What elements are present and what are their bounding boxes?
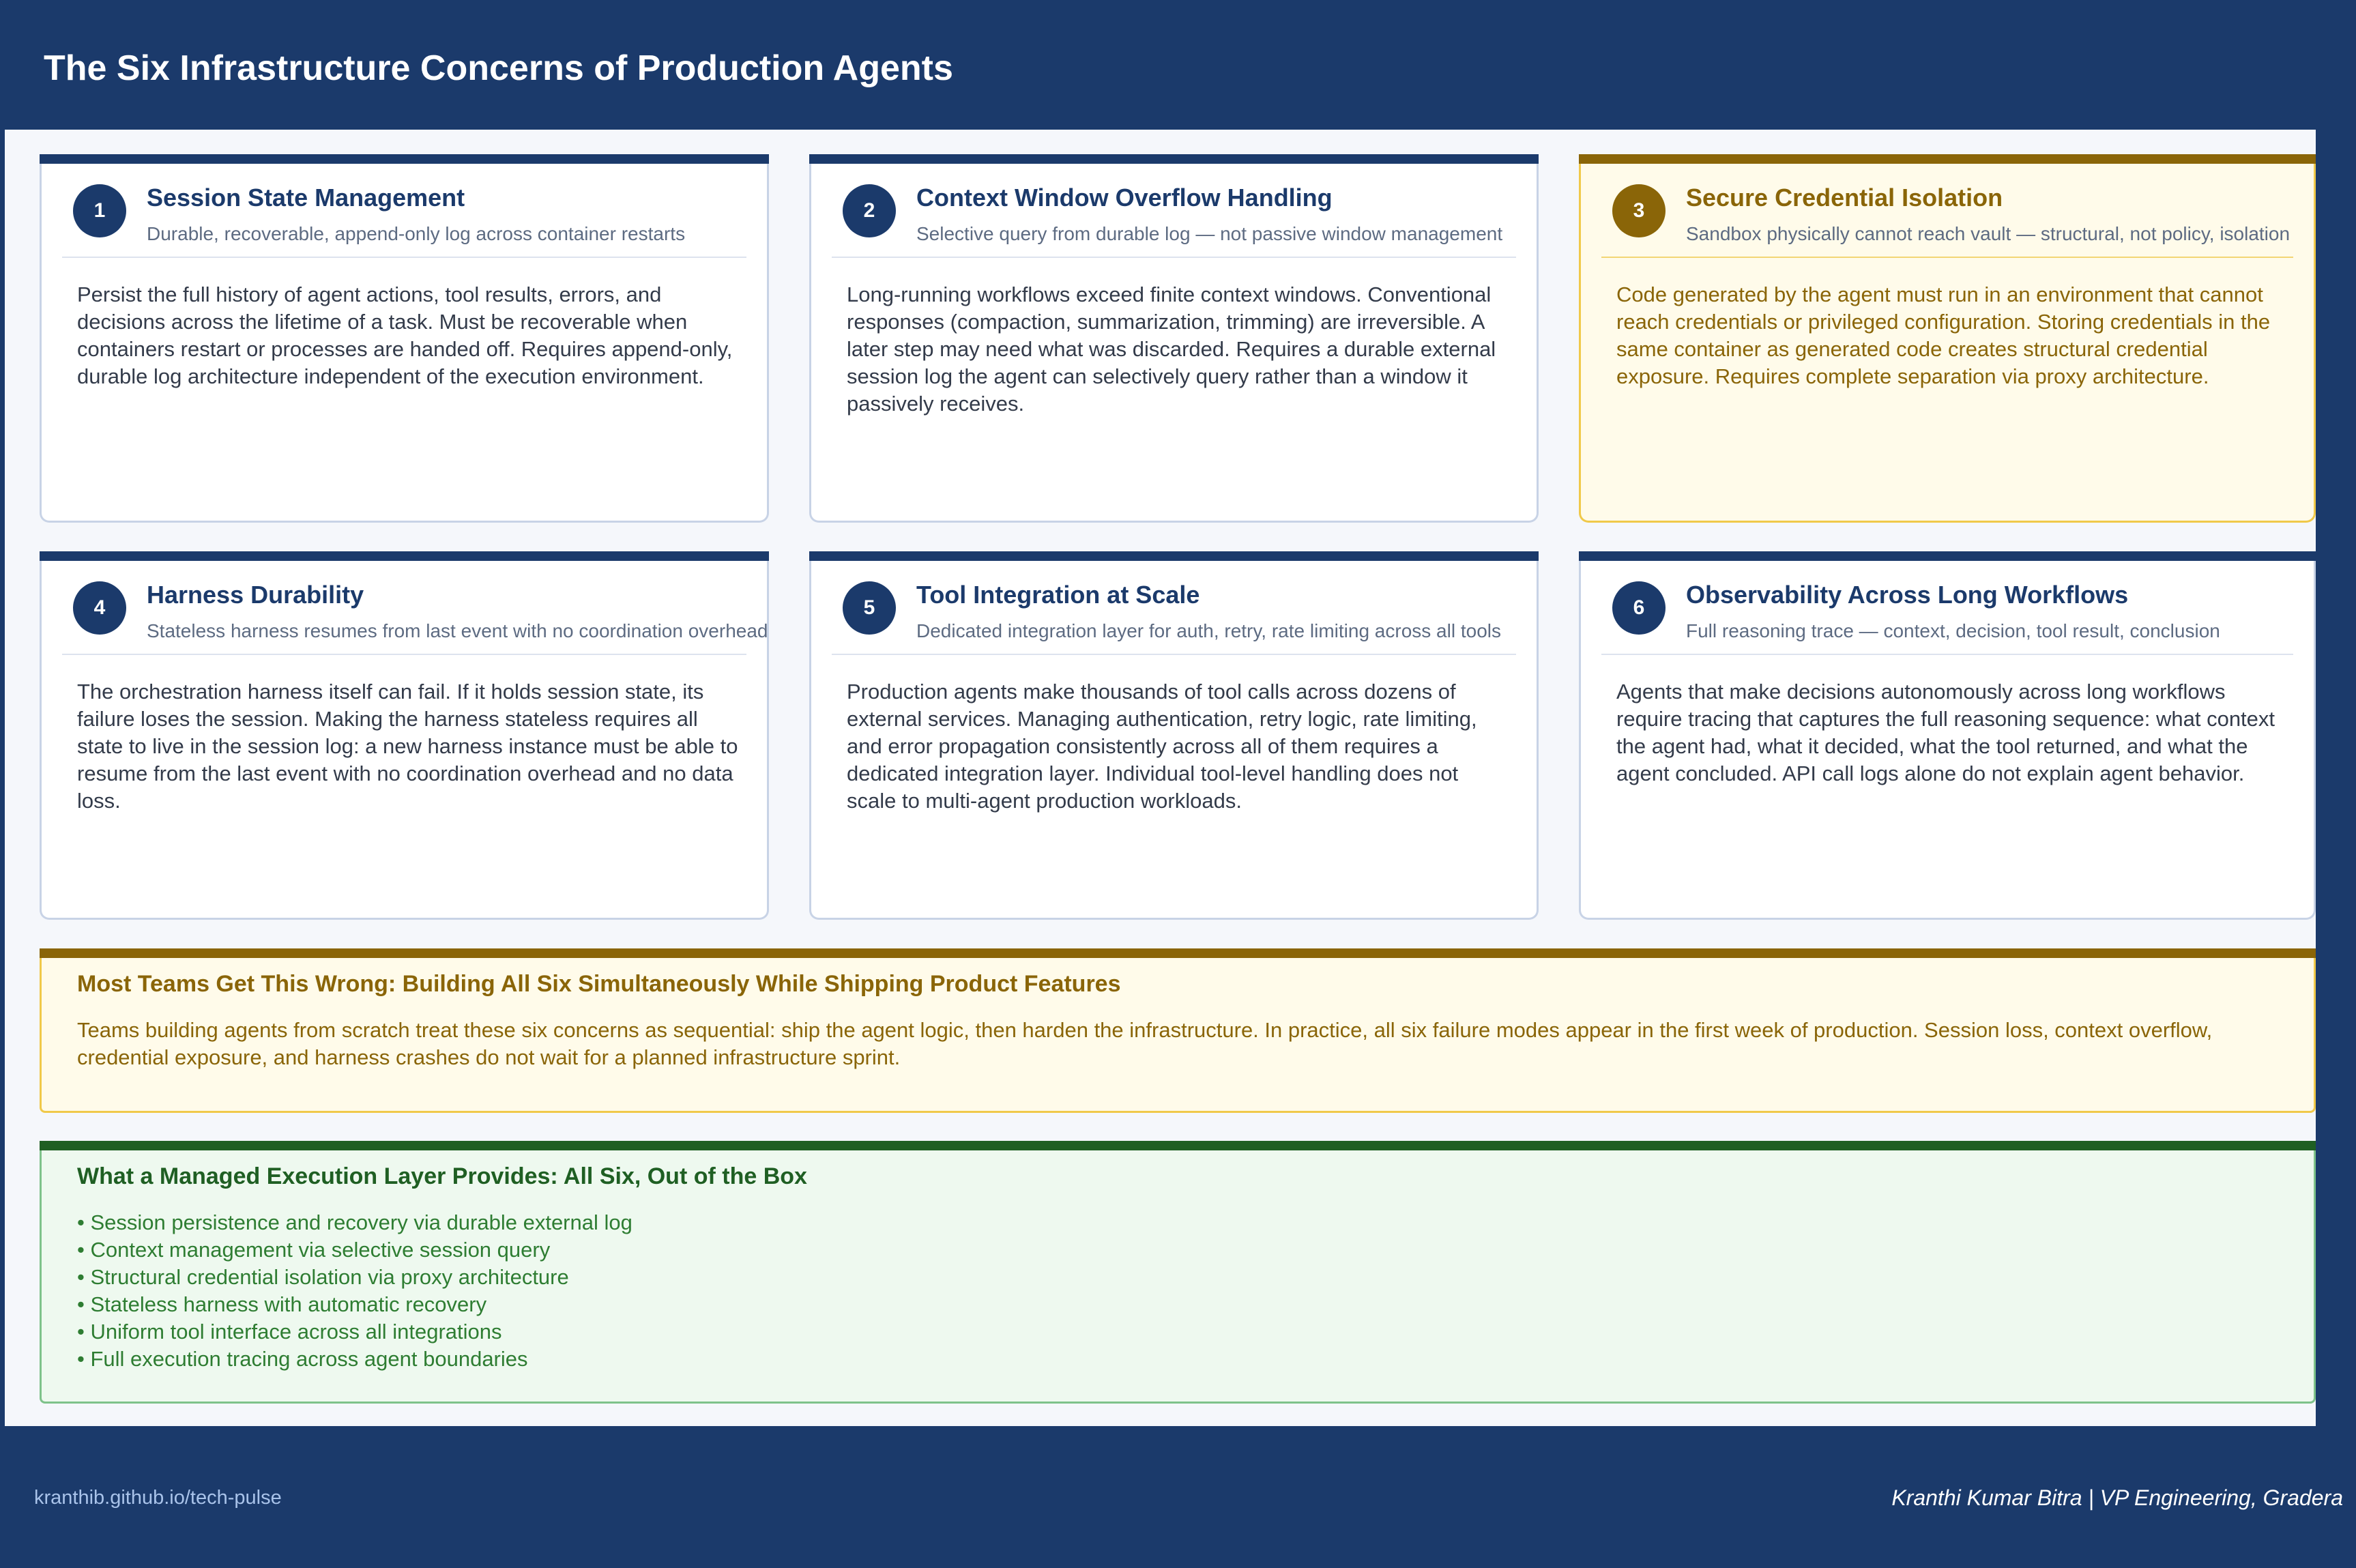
card-title: Harness Durability	[147, 581, 364, 609]
card-number-badge: 5	[843, 581, 896, 635]
card-divider	[1601, 257, 2293, 258]
card-number-badge: 4	[73, 581, 126, 635]
card-subtitle: Selective query from durable log — not passive window management	[916, 223, 1503, 244]
callout-accent-bar	[40, 1141, 2316, 1150]
warning-title: Most Teams Get This Wrong: Building All Six Simultaneously While Shipping Product Features	[77, 971, 1121, 997]
concern-card-harness-durability	[40, 551, 769, 920]
warning-callout	[40, 948, 2316, 1113]
solution-item: • Context management via selective session query	[77, 1236, 632, 1264]
card-divider	[832, 257, 1516, 258]
card-number-badge: 6	[1612, 581, 1666, 635]
card-subtitle: Durable, recoverable, append-only log across container restarts	[147, 223, 686, 244]
card-body: Production agents make thousands of tool calls across dozens of external services. Managing authentication, retry logic, rate limiting, and error propagation consistently across all of them requires a dedicated integration layer. Individual tool-level handling does not scale to multi-agent production workloads.	[847, 680, 1477, 813]
card-divider	[62, 654, 746, 655]
card-body: Long-running workflows exceed finite context windows. Conventional responses (compaction, summarization, trimming) are irreversible. A later step may need what was discarded. Requires a durable external session log the agent can selectively query rather than a window it passively receives.	[847, 282, 1496, 416]
card-subtitle: Stateless harness resumes from last event with no coordination overhead	[147, 620, 768, 641]
footer-author: Kranthi Kumar Bitra | VP Engineering, Gradera	[1891, 1485, 2343, 1510]
card-accent-bar	[1579, 551, 2316, 561]
callout-accent-bar	[40, 948, 2316, 958]
warning-text: Teams building agents from scratch treat these six concerns as sequential: ship the agent logic, then harden the infrastructure. In practice, all six failure modes appear in the first week of production. Session loss, context overflow, credential exposure, and harness crashes do not wait for a planned infrastructure sprint.	[77, 1018, 2213, 1069]
card-accent-bar	[809, 154, 1539, 164]
solution-item: • Session persistence and recovery via durable external log	[77, 1209, 632, 1236]
card-subtitle: Full reasoning trace — context, decision, tool result, conclusion	[1686, 620, 2220, 641]
content-area	[5, 130, 2316, 1426]
concern-card-session-state	[40, 154, 769, 523]
solution-item: • Stateless harness with automatic recovery	[77, 1291, 632, 1318]
solution-list	[77, 1209, 632, 1373]
solution-item: • Full execution tracing across agent boundaries	[77, 1346, 632, 1373]
solution-item: • Uniform tool interface across all integrations	[77, 1318, 632, 1346]
solution-callout	[40, 1141, 2316, 1404]
card-divider	[62, 257, 746, 258]
card-body: Code generated by the agent must run in an environment that cannot reach credentials or privileged configuration. Storing credentials in the same container as generated code creates structural credential exposure. Requires complete separation via proxy architecture.	[1616, 282, 2271, 388]
card-number-badge: 3	[1612, 184, 1666, 237]
concern-card-observability	[1579, 551, 2316, 920]
footer-link[interactable]: kranthib.github.io/tech-pulse	[34, 1487, 282, 1509]
card-number-badge: 1	[73, 184, 126, 237]
concern-card-tool-integration	[809, 551, 1539, 920]
card-accent-bar	[40, 551, 769, 561]
solution-title: What a Managed Execution Layer Provides: All Six, Out of the Box	[77, 1163, 807, 1189]
card-title: Session State Management	[147, 184, 465, 212]
card-subtitle: Dedicated integration layer for auth, retry, rate limiting across all tools	[916, 620, 1501, 641]
header-banner	[0, 0, 2356, 130]
card-subtitle: Sandbox physically cannot reach vault — structural, not policy, isolation	[1686, 223, 2290, 244]
card-accent-bar	[40, 154, 769, 164]
page-title: The Six Infrastructure Concerns of Production Agents	[44, 48, 953, 88]
card-title: Tool Integration at Scale	[916, 581, 1200, 609]
solution-item: • Structural credential isolation via proxy architecture	[77, 1264, 632, 1291]
card-divider	[832, 654, 1516, 655]
card-title: Observability Across Long Workflows	[1686, 581, 2129, 609]
concern-card-credential-isolation	[1579, 154, 2316, 523]
card-body: The orchestration harness itself can fail. If it holds session state, its failure loses the session. Making the harness stateless requires all state to live in the session log: a new harness instance must be able to resume from the last event with no coordination overhead and no data loss.	[77, 680, 738, 813]
concern-card-context-window	[809, 154, 1539, 523]
card-title: Secure Credential Isolation	[1686, 184, 2003, 212]
card-body: Agents that make decisions autonomously across long workflows require tracing that captures the full reasoning sequence: what context the agent had, what it decided, what the tool returned, and what the agent concluded. API call logs alone do not explain agent behavior.	[1616, 680, 2275, 785]
card-body: Persist the full history of agent actions, tool results, errors, and decisions across the lifetime of a task. Must be recoverable when containers restart or processes are handed off. Requires append-only, durable log architecture independent of the execution environment.	[77, 282, 733, 388]
card-divider	[1601, 654, 2293, 655]
card-accent-bar	[1579, 154, 2316, 164]
card-number-badge: 2	[843, 184, 896, 237]
card-title: Context Window Overflow Handling	[916, 184, 1333, 212]
card-accent-bar	[809, 551, 1539, 561]
